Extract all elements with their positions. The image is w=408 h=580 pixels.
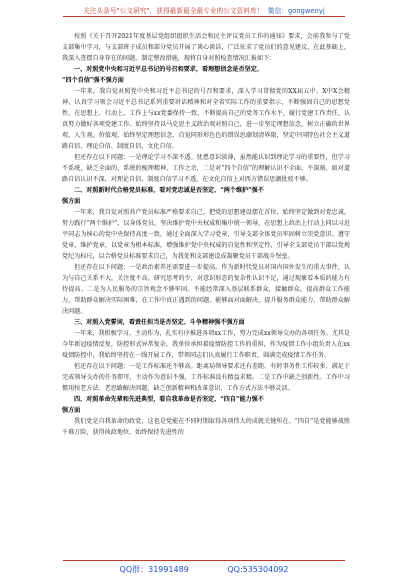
banner-lead-text: 关注头条号"公文研究"，获得最新最全最专业的公文资料库！	[83, 7, 264, 15]
header-divider	[63, 16, 345, 17]
section-heading: 强方面	[62, 198, 81, 205]
body-paragraph: 一年来，我自觉对照共产党员标准严格要求自己，把党的思想建设摆在首位，始终坚定做到对党忠诚，努力践行“两个维护”，以身体党员，坚决维护党中央权威和集中统一领导，在思想上政治上行动上同以习近平同志为核心的党中央保持高度一致，通过全面深入学习党章，引导支部全体党员牢固树立崇党意识、遵守党章、维护党章，以党章为根本标准，增强维护党中央权威的自觉性和坚定性，引导全支部党员干部以党规党纪为标尺，以合格党员标准要求自己，为我处和支部建设成凝聚党员干部战斗堡垒。	[62, 209, 350, 260]
footer-qq: QQ:535304092	[227, 565, 289, 574]
section-heading: 四、对照革命先辈和先进典型，看自我革命是否坚定、“四自”能力强不	[74, 396, 264, 403]
banner-wechat-text: 微信：gongwenyj	[267, 7, 325, 15]
body-paragraph: 按照《关于召开2021年度基层党组织组织生活会和民主评议党员工作的通知》要求，会前我参与了党支部集中学习，与支部班子成员和部分党员开展了谈心谈话，广泛征求了党员们的意见建议，在此基础上，我深入查摆自身存在的问题，制定整改措施，现将自身对照检查情况汇报如下：	[62, 33, 350, 62]
header-banner	[0, 5, 408, 15]
section-heading: “四个自信”强不强方面	[62, 77, 124, 84]
body-paragraph: 一年来，我自觉对照党中央和习近平总书记的号召和要求，深入学习贯彻党的XX届五中、X中X会精神，认真学习领会习近平总书记系列重要讲话精神和对全省实际工作的重要指示，不断强固自己的思想党性、在思想上、行动上、工作上与xx党委保持一致，不断提高自己的党务工作水平，履行党建工作责任，认真努力做好各项党建工作。始终坚持以马克思主义政治观对照自己，进一步坚定理想信念，树立正确的世界观、人生观、价值观，始终坚定理想信念，自觉同形形色色的错误思潮划清界限，坚定中国特色社会主义道路自信、理论自信、制度自信、文化自信。	[62, 88, 350, 150]
body-paragraph: 但还存在以下问题：一是理论学习不深不透。忧患意识淡薄，虽然能认识到理论学习的重要性，但学习不系统，缺乏全面的、系统的梳理精神，工作之余，二是对“四个自信”的理解认识不全面、不深刻、如对道路自信认识不深，对理论自信、制度自信学习不透，在文化自信上对西方错误思潮批驳不够。	[62, 154, 350, 183]
body-paragraph: 但还存在以下问题：一是工作标准还不够高。距离局领导要求还有差距，有时事务性工作较多，满足于完成领导交办的任务即可，主动作为意识不强，工作标准没有精益求精。二是工作中缺乏创新性。工作中习惯用按老方法、老思路解决问题，缺乏创新精神和改革意识，工作方式方法不够灵活。	[62, 363, 350, 392]
section-heading: 强方面	[62, 407, 81, 414]
body-paragraph: 但还存在以下问题：一是政治素养还需要进一步提高。作为新时代党员对国内国外发生的重大事件，认为与自己关系不大，关注度不高，研究思考的少，对意识形态的复杂性认识不足，通过现象看本质的能力有待提高。二是为人民服务的宗旨观念不够牢固。不能经常深入基层联系群众，接触群众，提高群众工作能力，帮助群众解决实际困难，在工作中真正遇到的问题，能够面对面解决，提升服务群众能力，帮助群众解决问题。	[62, 264, 350, 315]
section-heading: 一、对照党中央和习近平总书记的号召和要求，看理想信念是否坚定、	[74, 66, 263, 73]
footer-contact	[0, 564, 408, 575]
section-heading: 二、对照新时代合格党员标准，看对党忠诚是否坚定、“两个维护”强不	[74, 187, 264, 194]
section-heading: 三、对照入党誓词，看责任担当是否坚定、斗争精神强不强方面	[74, 319, 245, 326]
footer-qq-group: QQ群：31991489	[119, 565, 189, 574]
footer-divider	[63, 560, 345, 561]
document-body	[62, 31, 350, 438]
body-paragraph: 我们党是自我革命的政党，这也是党能在不同时期取得各项伟大的成就关键所在。“四自”是党能够战胜千难万险，获得执政地位，始终保持先进性的	[62, 418, 350, 436]
body-paragraph: 一年来，我积极学习，主动作为，扎实有序推进各项xx工作，努力完成xx领导交办的各项任务。尤其是今年新冠疫情反复，防控形式异常复杂，我单位承担着疫情防控工作的重担，作为疫情工作小组负责人在xx疫情防控中，我始终坚持在一线开展工作，带领同志们认真履行工作职责，圆满完成疫情工作任务。	[62, 330, 350, 359]
